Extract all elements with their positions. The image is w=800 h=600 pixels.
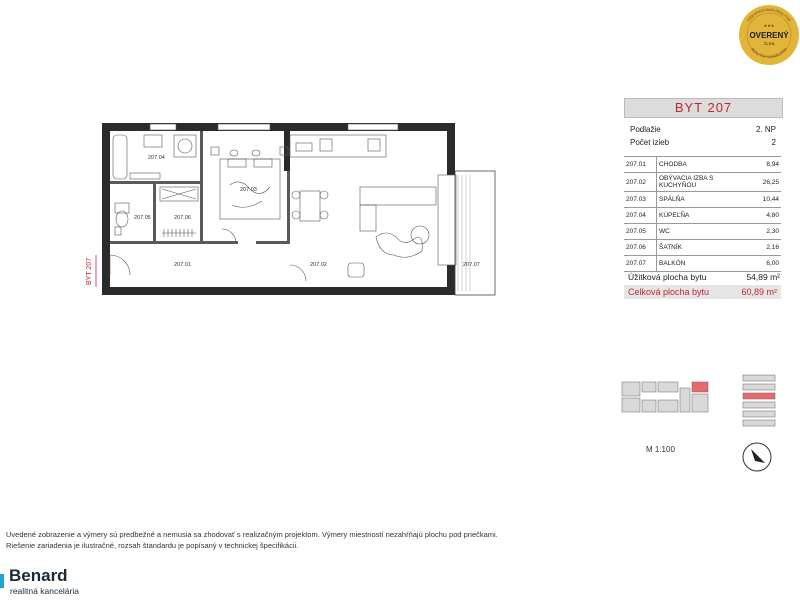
total-area-value: 60,89 m² [741, 287, 777, 297]
plan-label-207-07: 207.07 [463, 262, 480, 268]
table-row [624, 208, 781, 224]
disclaimer-line-2: Riešenie zariadenia je ilustračné, rozsah štandardu je popísaný v technickej špecifikácii. [6, 541, 299, 550]
room-name: OBÝVACIA IZBA S KUCHYŇOU [657, 173, 750, 192]
floor-stack-indicator [742, 374, 776, 436]
table-row [624, 224, 781, 240]
room-name: KÚPEĽŇA [657, 208, 750, 224]
floor-plan [80, 115, 500, 310]
room-code: 207.02 [624, 173, 657, 192]
plan-label-207-02: 207.02 [310, 262, 327, 268]
badge-bottom-text: REALITNÁ KANCELÁRIA [750, 47, 788, 60]
room-area: 10,44 [749, 192, 781, 208]
plan-label-207-04: 207.04 [148, 155, 165, 161]
room-code: 207.05 [624, 224, 657, 240]
room-code: 207.03 [624, 192, 657, 208]
badge-top-text: CERTIFIKOVANÁ REALITNÁ [746, 7, 792, 23]
table-row [624, 240, 781, 256]
room-name: ŠATNÍK [657, 240, 750, 256]
table-row [624, 192, 781, 208]
table-row [624, 157, 781, 173]
disclaimer-line-1: Uvedené zobrazenie a výmery sú predbežné a nemusia sa zhodovať s realizačným projektom. Výmery miestností nezahŕňajú plochu pod priečkami. [6, 530, 498, 539]
room-code: 207.07 [624, 256, 657, 272]
room-name: CHODBA [657, 157, 750, 173]
usable-area-label: Úžitková plocha bytu [628, 272, 707, 282]
room-area: 2,30 [749, 224, 781, 240]
total-area-row [624, 285, 781, 299]
logo-name: Benard [9, 566, 68, 585]
plan-label-207-01: 207.01 [174, 262, 191, 268]
room-code: 207.01 [624, 157, 657, 173]
badge-main-text: OVERENÝ [749, 31, 789, 40]
room-code: 207.06 [624, 240, 657, 256]
room-code: 207.04 [624, 208, 657, 224]
badge-stars-icon: ★★★ [763, 23, 775, 28]
building-key-plan [620, 378, 710, 416]
room-area: 26,25 [749, 173, 781, 192]
room-area: 8,94 [749, 157, 781, 173]
badge-sub-text: ČLEN [763, 41, 775, 46]
room-name: BALKÓN [657, 256, 750, 272]
table-row [624, 256, 781, 272]
plan-side-label: BYT 207 [86, 257, 93, 285]
total-area-label: Celková plocha bytu [628, 287, 710, 297]
floor-value: 2. NP [755, 125, 776, 134]
usable-area-value: 54,89 m² [746, 272, 780, 282]
unit-title: BYT 207 [624, 98, 783, 118]
rooms-count-value: 2 [771, 138, 776, 147]
room-name: SPÁLŇA [657, 192, 750, 208]
table-row [624, 173, 781, 192]
floor-label: Podlažie [630, 125, 661, 134]
plan-label-207-05: 207.05 [134, 215, 151, 221]
scale-label: M 1:100 [646, 445, 675, 454]
logo-accent-bar [0, 574, 4, 588]
room-table [624, 156, 781, 272]
plan-label-207-06: 207.06 [174, 215, 191, 221]
plan-label-207-03: 207.03 [240, 187, 257, 193]
rooms-count-label: Počet izieb [630, 138, 670, 147]
logo-subtitle: realitná kancelária [10, 586, 79, 596]
verified-member-badge [738, 2, 800, 68]
north-arrow-icon [741, 441, 773, 473]
room-area: 4,80 [749, 208, 781, 224]
room-area: 2,16 [749, 240, 781, 256]
room-name: WC [657, 224, 750, 240]
room-area: 6,00 [749, 256, 781, 272]
